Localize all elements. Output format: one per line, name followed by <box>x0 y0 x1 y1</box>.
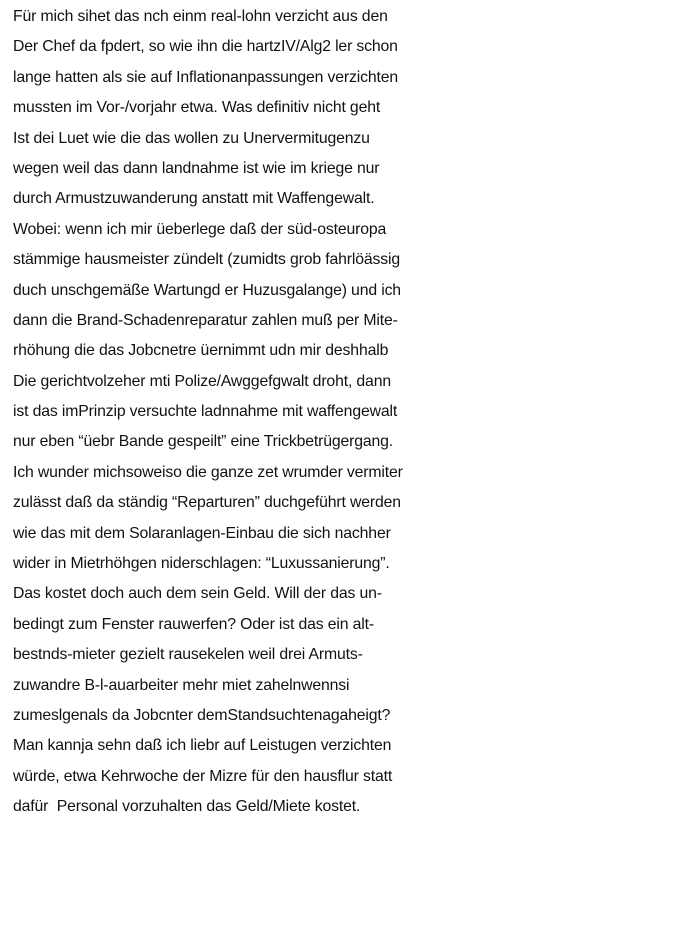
text-line-22: bestnds-mieter gezielt rausekelen weil drei Armuts- <box>13 646 363 664</box>
text-line-1: Für mich sihet das nch einm real-lohn verzicht aus den <box>13 8 388 25</box>
text-line-18: wie das mit dem Solaranlagen-Einbau die sich nachher <box>13 524 391 542</box>
text-line-17: zulässt daß da ständig “Reparturen” duchgeführt werden <box>13 494 401 512</box>
text-line-9: stämmige hausmeister zündelt (zumidts grob fahrlöässig <box>13 251 400 269</box>
text-line-11: dann die Brand-Schadenreparatur zahlen muß per Mite- <box>13 311 398 329</box>
text-line-23: zuwandre B-l-auarbeiter mehr miet zahelnwennsi <box>13 676 350 694</box>
text-line-8: Wobei: wenn ich mir üeberlege daß der süd-osteuropa <box>13 220 387 238</box>
text-line-25: Man kannja sehn daß ich liebr auf Leistugen verzichten <box>13 737 392 755</box>
text-line-14: ist das imPrinzip versuchte ladnnahme mit waffengewalt <box>13 403 398 421</box>
text-line-12: rhöhung die das Jobcnetre üernimmt udn mir deshhalb <box>13 342 389 360</box>
text-line-16: Ich wunder michsoweiso die ganze zet wrumder vermiter <box>13 463 403 481</box>
text-line-15: nur eben “üebr Bande gespeilt” eine Trickbetrügergang. <box>13 433 394 451</box>
text-line-7: durch Armustzuwanderung anstatt mit Waffengewalt. <box>13 190 375 208</box>
text-line-24: zumeslgenals da Jobcnter demStandsuchtenagaheigt? <box>13 706 391 724</box>
text-line-10: duch unschgemäße Wartungd er Huzusgalange) und ich <box>13 281 401 299</box>
text-line-19: wider in Mietrhöhgen niderschlagen: “Luxussanierung”. <box>13 555 390 573</box>
text-line-13: Die gerichtvolzeher mti Polize/Awggefgwalt droht, dann <box>13 372 391 390</box>
text-line-21: bedingt zum Fenster rauwerfen? Oder ist das ein alt- <box>13 615 374 633</box>
text-line-4: mussten im Vor-/vorjahr etwa. Was definitiv nicht geht <box>13 99 381 117</box>
text-line-20: Das kostet doch auch dem sein Geld. Will der das un- <box>13 585 382 603</box>
text-line-2: Der Chef da fpdert, so wie ihn die hartzIV/Alg2 ler schon <box>13 38 398 56</box>
text-line-6: wegen weil das dann landnahme ist wie im kriege nur <box>13 159 380 177</box>
text-line-27: dafür Personal vorzuhalten das Geld/Miete kostet. <box>13 798 361 816</box>
text-line-5: Ist dei Luet wie die das wollen zu Unervermitugenzu <box>13 129 370 147</box>
text-line-3: lange hatten als sie auf Inflationanpassungen verzichten <box>13 68 399 86</box>
body-text <box>13 2 683 823</box>
text-line-26: würde, etwa Kehrwoche der Mizre für den hausflur statt <box>13 767 393 785</box>
